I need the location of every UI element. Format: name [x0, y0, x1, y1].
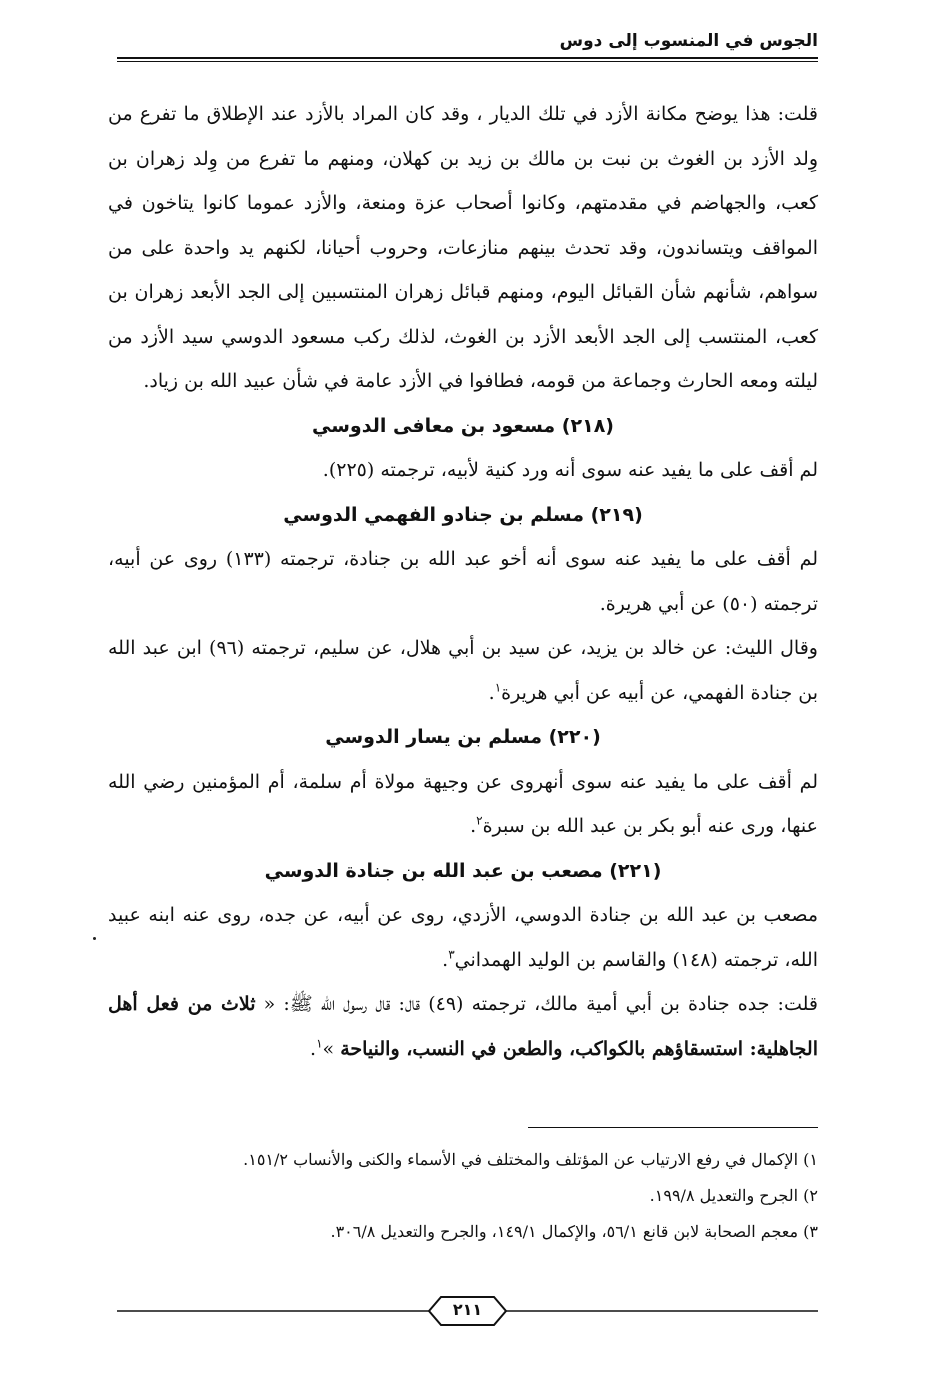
footnotes [108, 1142, 818, 1250]
hadith-intro: قلت: جده جنادة بن أبي أمية مالك، ترجمته (٤٩) قال: قال رسول الله ﷺ: « [255, 993, 818, 1015]
entry-221-hadith: قلت: جده جنادة بن أبي أمية مالك، ترجمته (٤٩) قال: قال رسول الله ﷺ: « ثلاث من فعل أهل الجاهلية: استسقاؤهم بالكواكب، والطعن في النسب، والنياحة »$^١$. [108, 993, 818, 1060]
main-text [108, 92, 818, 1071]
footnote-ref: ٣ [448, 947, 455, 962]
footnote-3: ٣) معجم الصحابة لابن قانع ٥٦/١، والإكمال ١٤٩/١، والجرح والتعديل ٣٠٦/٨. [330, 1222, 818, 1241]
footnote-ref: ٢ [476, 813, 483, 828]
footnote-rule [528, 1127, 818, 1128]
entry-218-text: لم أقف على ما يفيد عنه سوى أنه ورد كنية لأبيه، ترجمته (٢٢٥). [322, 459, 818, 481]
hadith-close: » [322, 1037, 341, 1060]
header-rule [117, 57, 818, 62]
entry-221-heading: (٢٢١) مصعب بن عبد الله بن جنادة الدوسي [264, 859, 662, 882]
hadith-text: ثلاث من فعل أهل الجاهلية: استسقاؤهم بالكواكب، والطعن في النسب، والنياحة [108, 993, 818, 1060]
intro-paragraph: قلت: هذا يوضح مكانة الأزد في تلك الديار ، وقد كان المراد بالأزد عند الإطلاق ما تفرع من وِلد الأزد بن الغوث بن نبت بن مالك بن زيد بن كهلان، ومنهم ما تفرع من وِلد زهران بن كعب، والجهاضم في مقدمتهم، وكانوا أصحاب عزة ومنعة، والأزد عموما كانوا يتاخون في المواقف ويتساندون، وقد تحدث بينهم منازعات، وحروب أحيانا، لكنهم يد واحدة على من سواهم، شأنهم شأن القبائل اليوم، ومنهم قبائل زهران المنتسبين إلى الجد الأبعد زهران بن كعب، المنتسب إلى الجد الأبعد الأزد بن الغوث، لذلك ركب مسعود الدوسي سيد الأزد من ليلته ومعه الحارث وجماعة من قومه، فطافوا في الأزد عامة في شأن عبيد الله بن زياد. [108, 103, 818, 392]
entry-218-heading: (٢١٨) مسعود بن معافى الدوسي [312, 414, 614, 437]
footnote-1: ١) الإكمال في رفع الارتياب عن المؤتلف والمختلف في الأسماء والكنى والأنساب ١٥١/٢. [243, 1150, 818, 1169]
footnote-ref: ١ [494, 680, 502, 695]
entry-219-text: لم أقف على ما يفيد عنه سوى أنه أخو عبد الله بن جنادة، ترجمته (١٣٣) روى عن أبيه، ترجمته (٥٠) عن أبي هريرة. [108, 548, 818, 615]
entry-219-heading: (٢١٩) مسلم بن جنادو الفهمي الدوسي [283, 503, 643, 526]
scan-speck [93, 937, 96, 940]
entry-219-text-2: وقال الليث: عن خالد بن يزيد، عن سيد بن أبي هلال، عن سليم، ترجمته (٩٦) ابن عبد الله بن جنادة الفهمي، عن أبيه عن أبي هريرة$^١$. [108, 637, 818, 704]
entry-221-text-body: مصعب بن عبد الله بن جنادة الدوسي، الأزدي، روى عن أبيه، عن جده، روى عنه ابنه عبيد الله، ترجمته (١٤٨) والقاسم بن الوليد الهمداني [108, 904, 818, 971]
page-number-ornament [117, 1293, 818, 1329]
entry-220-text-body: لم أقف على ما يفيد عنه سوى أنهروى عن وجيهة مولاة أم سلمة، أم المؤمنين رضي الله عنها، ورى عنه أبو بكر بن عبد الله بن سبرة [108, 770, 818, 837]
running-header: الجوس في المنسوب إلى دوس [559, 31, 818, 51]
entry-219-text-2-body: وقال الليث: عن خالد بن يزيد، عن سيد بن أبي هلال، عن سليم، ترجمته (٩٦) ابن عبد الله بن جنادة الفهمي، عن أبيه عن أبي هريرة [108, 637, 818, 704]
entry-221-text: مصعب بن عبد الله بن جنادة الدوسي، الأزدي، روى عن أبيه، عن جده، روى عنه ابنه عبيد الله، ترجمته (١٤٨) والقاسم بن الوليد الهمداني$^٣$. [108, 904, 818, 971]
entry-220-heading: (٢٢٠) مسلم بن يسار الدوسي [325, 726, 601, 748]
footnote-ref: ١ [316, 1036, 323, 1051]
footnote-2: ٢) الجرح والتعديل ١٩٩/٨. [649, 1186, 818, 1205]
entry-220-text: لم أقف على ما يفيد عنه سوى أنهروى عن وجيهة مولاة أم سلمة، أم المؤمنين رضي الله عنها، ورى عنه أبو بكر بن عبد الله بن سبرة$^٢$. [108, 770, 818, 837]
page-number: ٢١١ [452, 1300, 483, 1319]
